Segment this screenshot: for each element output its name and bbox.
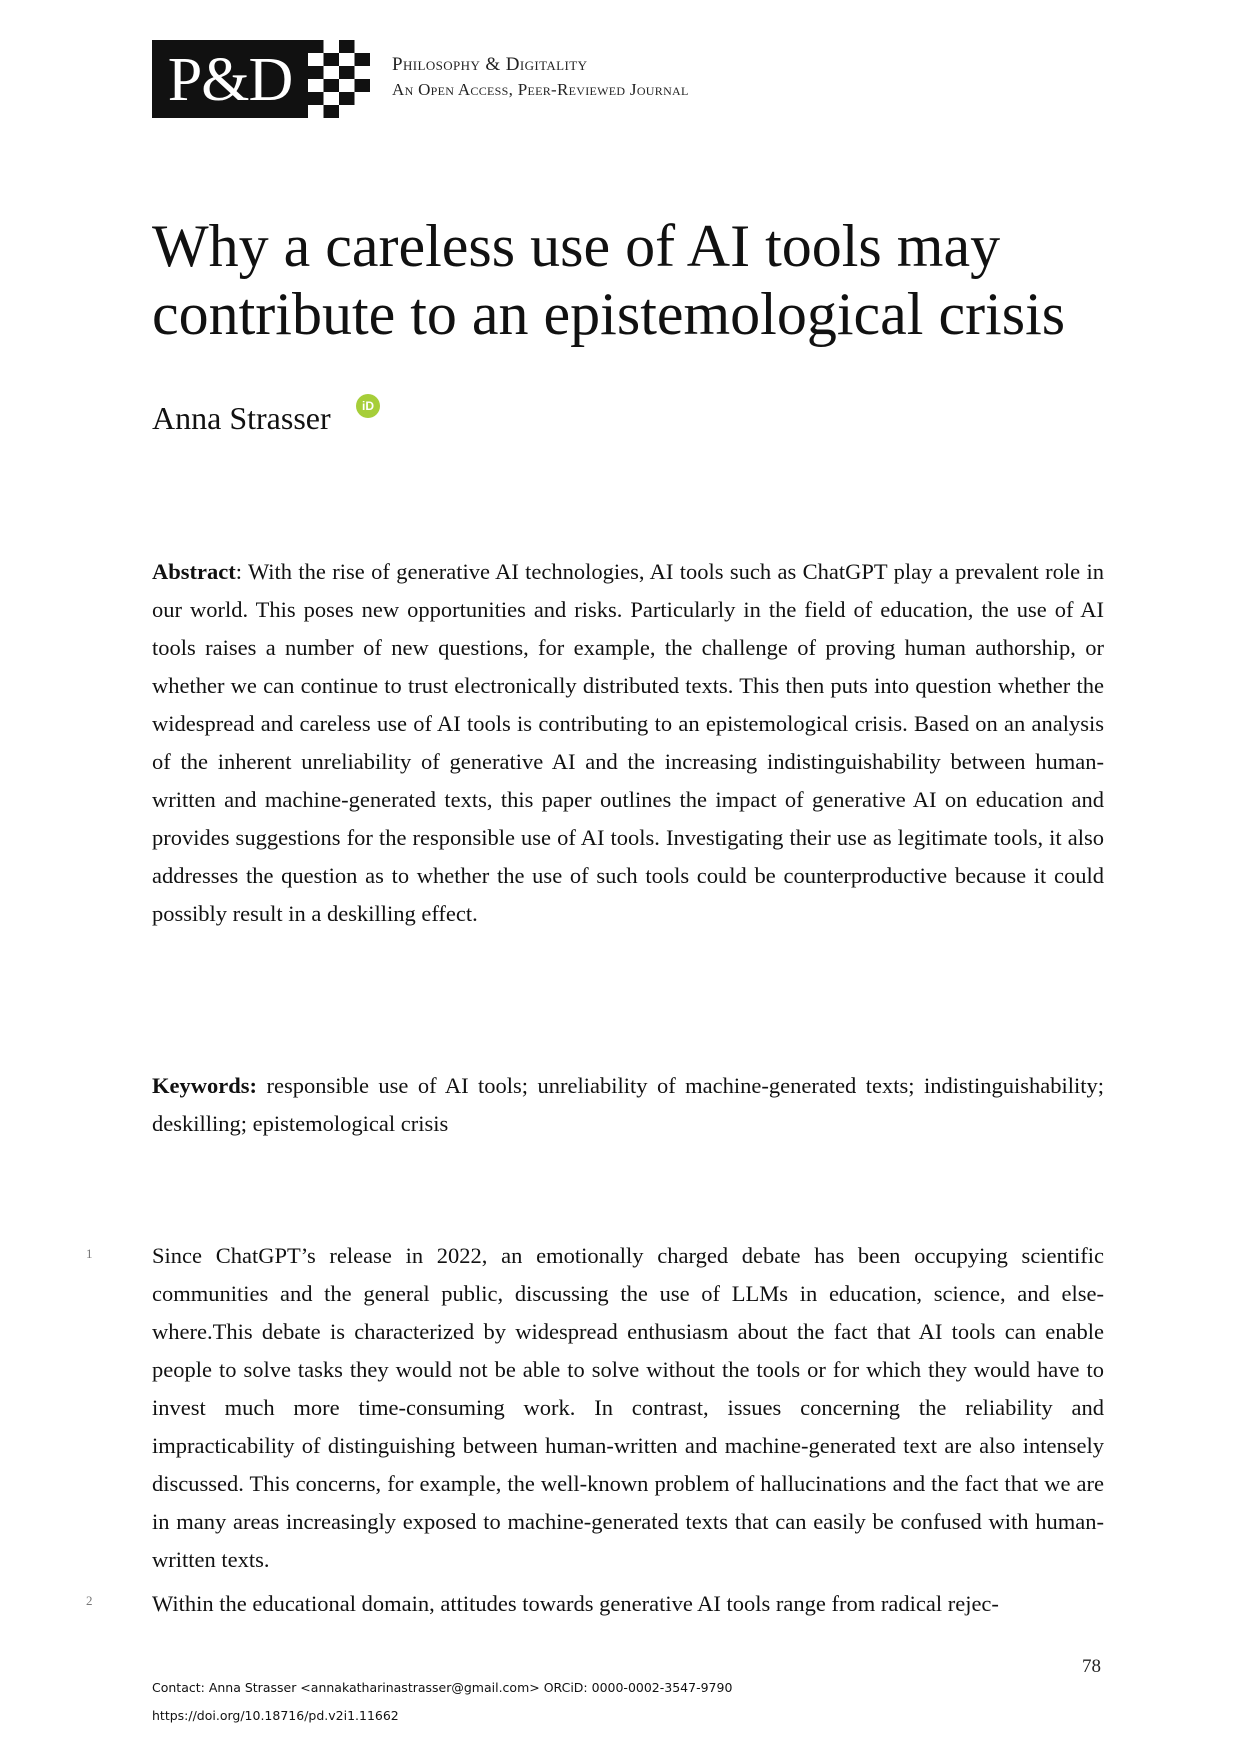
abstract-label: Abstract [152, 559, 236, 584]
body-paragraph: Since ChatGPT’s release in 2022, an emotionally charged debate has been occupying scientific communities and the general public, discussing the use of LLMs in education, science, and elsewhere.This debate is characterized by widespread enthusiasm about the fact that AI tools can enable people to solve tasks they would not be able to solve without the tools or for which they would have to invest much more time-consuming work. In contrast, issues concerning the reliability and impracticability of distinguishing between human-written and machine-generated text are also intensely discussed. This concerns, for example, the well-known problem of hallucinations and the fact that we are in many areas increasingly exposed to machine-generated texts that can easily be confused with human-written texts. [152, 1243, 1104, 1572]
keywords-label: Keywords: [152, 1073, 257, 1098]
paragraph-number: 2 [86, 1593, 93, 1608]
journal-name: Philosophy & Digitality [392, 54, 588, 75]
doi-link[interactable]: https://doi.org/10.18716/pd.v2i1.11662 [152, 1708, 399, 1723]
page-number: 78 [1082, 1656, 1101, 1677]
paragraph-number: 1 [86, 1246, 93, 1261]
keywords-text: responsible use of AI tools; unreliability of machine-generated texts; indistinguishability; deskilling; epistemological crisis [152, 1073, 1104, 1136]
abstract [152, 553, 1104, 933]
contact-line: Contact: Anna Strasser <annakatharinastrasser@gmail.com> ORCiD: 0000-0002-3547-9790 [152, 1680, 733, 1695]
keywords [152, 1067, 1104, 1143]
abstract-text: : With the rise of generative AI technologies, AI tools such as ChatGPT play a prevalent role in our world. This poses new opportunities and risks. Particularly in the field of education, the use of AI tools raises a number of new questions, for example, the challenge of proving human authorship, or whether we can continue to trust electronically distributed texts. This then puts into question whether the widespread and careless use of AI tools is contributing to an epistemological crisis. Based on an analysis of the inherent unreliability of generative AI and the increasing indistinguishability between human-written and machine-generated texts, this paper outlines the impact of generative AI on education and provides suggestions for the responsible use of AI tools. Investigating their use as legitimate tools, it also addresses the question as to whether the use of such tools could be counterproductive because it could possibly result in a deskilling effect. [152, 559, 1104, 926]
logo-text: P&D [167, 46, 293, 114]
orcid-icon[interactable]: iD [356, 394, 380, 418]
article-title: Why a careless use of AI tools may contribute to an epistemological crisis [152, 213, 1066, 347]
journal-logo [152, 40, 370, 118]
journal-subtitle: An Open Access, Peer-Reviewed Journal [392, 80, 689, 99]
author-line [152, 399, 374, 440]
checkerboard-icon [308, 40, 370, 118]
body-paragraph: Within the educational domain, attitudes towards generative AI tools range from radical rejec- [152, 1591, 999, 1616]
author-name: Anna Strasser [152, 400, 331, 436]
